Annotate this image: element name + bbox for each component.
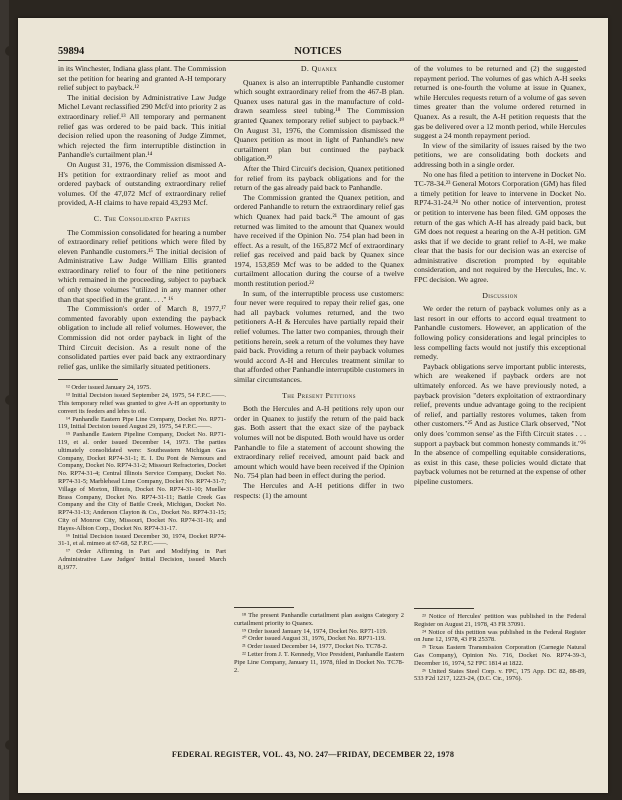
column-2 <box>234 64 404 731</box>
footnote-divider <box>414 608 474 609</box>
footnote: ²¹ Order issued December 14, 1977, Docket No. TC78-2. <box>242 643 388 651</box>
footnote: ¹⁵ Panhandle Eastern Pipeline Company, Docket No. RP71-119, et al. order issued December 14, 1973. The parties ultimately consolidated were: Southeastern Michigan Gas Company, Docket RP74-31-1; E. I. Du Pont de Nemours and Company, Docket No. RP74-31-2; Missouri Refractories, Docket No. RP74-31-4; Central Illinois Service Company, Docket No. RP74-31-5; Marblehead Lime Company, Docket No. RP74-31-7; Village of Morton, Illinois, Docket No. RP74-31-10; Mueller Brass Company, Docket No. RP74-31-11; Battle Creek Gas Company and the City of Battle Creek, Michigan, Docket No. RP74-31-13; Anderson Clayton & Co., Docket No. RP74-31-15; City of Monroe City, Missouri, Docket No. RP74-31-16; and Hayes-Albion Corp., Docket No. RP74-31-17. <box>58 431 226 532</box>
page-title: NOTICES <box>294 46 342 57</box>
paragraph: The Commission granted the Quanex petition, and ordered Panhandle to return the extraordinary relief gas which Quanex had paid back.²¹ The amount of gas returned was limited to the amount that Quanex would have received if the Opinion No. 754 plan had been in effect. As a result, of the 165,872 Mcf of extraordinary relief gas received and paid back by Quanex since 1974, 153,859 Mcf was to be added to the Quanex curtailment allocation during the course of a twelve month restitution period.²² <box>234 192 404 289</box>
footnote: ¹⁸ The present Panhandle curtailment plan assigns Category 2 curtailment priority to Quanex. <box>234 612 404 627</box>
paragraph: We order the return of payback volumes only as a last resort in our efforts to accord equal treatment to Panhandle customers. However, an application of the following policy considerations and legal principles to less compelling facts would not justify this exceptional remedy. <box>414 304 586 362</box>
paragraph: Both the Hercules and A-H petitions rely upon our order in Quanex to justify the return of the paid back gas. Both assert that the exact size of the payback volumes will not be disputed. Both would have us order Panhandle to file a statement of account showing the extraordinary relief received, amount paid back and amount which would have been received if the Opinion No. 754 plan had been in effect during the period. <box>234 404 404 481</box>
footnote: ²³ Notice of Hercules' petition was published in the Federal Register on August 21, 1978, 43 FR 37091. <box>414 613 586 628</box>
paragraph: No one has filed a petition to intervene in Docket No. TC-78-34.²³ General Motors Corporation (GM) has filed a timely petition for leave to intervene in Docket No. RP74-31-24.²⁴ No other notice of intervention, protest or petition to intervene has been filed. GM opposes the return of the gas which A-H has already paid back, but GM does not request a hearing on the A-H petition. GM asks that if we decide to grant relief to A-H, we make clear that the basis for our decision was an exercise of administrative discretion prompted by equitable consideration, and not required by the Hercules, Inc. v. FPC decision. We agree. <box>414 169 586 285</box>
footnote-divider <box>58 379 118 380</box>
footnote-divider <box>234 607 294 608</box>
footnote: ²⁵ Texas Eastern Transmission Corporation (Carnegie Natural Gas Company), Opinion No. 716, Docket No. RP74-39-3, December 16, 1974, 52 FPC 1814 at 1822. <box>414 644 586 667</box>
column-3 <box>414 64 586 731</box>
page-number: 59894 <box>58 46 85 57</box>
paragraph: The Commission's order of March 8, 1977,¹⁷ commented favorably upon extending the payback obligation to include all relief volumes. However, the Commission did not order payback in light of the Third Circuit decision. As a result none of the consolidated parties ever paid back any extraordinary relief gas, unlike the similarly situated petitioners. <box>58 304 226 371</box>
punch-hole <box>5 46 15 56</box>
footnote: ¹⁷ Order Affirming in Part and Modifying in Part Administrative Law Judges' Initial Decision, issued March 8,1977. <box>58 548 226 571</box>
footnote: ¹² Order issued January 24, 1975. <box>66 384 151 392</box>
footnote: ²⁶ United States Steel Corp. v. FPC, 175 App. DC 82, 88-89, 533 F2d 1217, 1223-24, (D.C. Cir., 1976). <box>414 667 586 683</box>
paragraph: On August 31, 1976, the Commission dismissed A-H's petition for extraordinary relief as moot and ordered payback of outstanding extraordinary relief volumes. Of the 47,072 Mcf of extraordinary relief provided, A-H claims to have repaid 43,293 Mcf. <box>58 159 226 208</box>
footnote: ¹⁴ Panhandle Eastern Pipe Line Company, Docket No. RP71-119, Initial Decision issued August 29, 1975, 54 F.P.C.——. <box>58 415 226 431</box>
footnote: ²⁴ Notice of this petition was published in the Federal Register on June 12, 1978, 43 FR 25378. <box>414 628 586 644</box>
footnote: ¹³ Initial Decision issued September 24, 1975, 54 F.P.C.——. This temporary relief was granted to give A-H an opportunity to convert its feeders and lehrs to oil. <box>58 392 226 415</box>
paragraph: The Hercules and A-H petitions differ in two respects: (1) the amount <box>234 480 404 500</box>
section-heading: D. Quanex <box>300 64 338 73</box>
page-footer: FEDERAL REGISTER, VOL. 43, NO. 247—FRIDAY, DECEMBER 22, 1978 <box>171 750 455 759</box>
paragraph: The initial decision by Administrative Law Judge Michel Levant reclassified 290 Mcf/d into priority 2 as extraordinary relief.¹³ All temporary and permanent relief gas was ordered to be paid back. This initial decision relied upon the reasoning of Judge Zimmet, which rejected the firm interruptible distinction in Panhandle's curtailment plan.¹⁴ <box>58 92 226 160</box>
page-header <box>58 46 578 61</box>
paragraph: of the volumes to be returned and (2) the suggested repayment period. The volumes of gas which A-H seeks returned is one-fourth the volume at issue in Quanex, while Hercules requests return of a volume of gas seven times greater than the volume ordered returned in Quanex. As a result, the A-H petition requests that the gas be delivered over a 12 month period, while Hercules suggest a 24 month repayment period. <box>414 64 586 141</box>
section-heading: C. The Consolidated Parties <box>93 213 191 223</box>
paragraph: In view of the similarity of issues raised by the two petitions, we are consolidating both dockets and addressing both in a single order. <box>414 140 586 169</box>
paragraph: The Commission consolidated for hearing a number of extraordinary relief petitions which were filed by eleven Panhandle customers.¹⁵ The initial decision of Administrative Law Judge William Ellis granted extraordinary relief to four of the nine petitioners which remained in the proceeding, subject to payback of only those volumes "utilized in any manner other than that specified in the grant. . . ." ¹⁶ <box>58 227 226 304</box>
paragraph: In sum, of the interruptible process use customers: four never were required to repay their relief gas, one had all payback volumes returned, and the two petitioners A-H & Hercules have partially repaid their relief volumes. The latter two companies, through their petitions herein, seek a return of the volumes they have paid back. Providing a return of their payback volumes would accord A-H and Hercules treatment similar to that afforded other Panhandle interruptible customers in similar circumstances. <box>234 288 404 384</box>
column-1 <box>58 64 226 731</box>
footnote: ¹⁶ Initial Decision issued December 30, 1974, Docket RP74-31-1, et al. mimeo at 67-68, 52 F.P.C.——. <box>58 532 226 548</box>
footnotes <box>58 384 226 571</box>
punch-hole <box>5 395 15 405</box>
footnotes <box>234 612 404 674</box>
footnote: ²⁰ Order issued August 31, 1976, Docket No. RP71-119. <box>242 635 386 643</box>
section-heading: Discussion <box>482 290 518 300</box>
punch-hole <box>5 740 15 750</box>
paragraph: Quanex is also an interruptible Panhandle customer which sought extraordinary relief from the 467-B plan. Quanex uses natural gas in the manufacture of cold-drawn seamless steel tubing.¹⁸ The Commission granted Quanex temporary relief subject to payback.¹⁹ On August 31, 1976, the Commission dismissed the Quanex petition as moot in light of Panhandle's new curtailment plan but continued the payback obligation.²⁰ <box>234 77 404 164</box>
paragraph: in its Winchester, Indiana glass plant. The Commission set the petition for hearing and granted A-H temporary relief subject to payback.¹² <box>58 64 226 93</box>
paragraph: After the Third Circuit's decision, Quanex petitioned for relief from its payback obligations and for the return of the gas already paid back to Panhandle. <box>234 163 404 193</box>
footnote: ¹⁹ Order issued January 14, 1974, Docket No. RP71-119. <box>242 627 388 635</box>
section-heading: The Present Petitions <box>282 390 356 400</box>
paragraph: Payback obligations serve important public interests, which are weakened if payback orders are not ultimately enforced. As we have previously noted, a payback provision "deters exploitation of extraordinary relief, prevents undue advantage going to the recipient of relief, and partially restores volumes, taken from other customers."²⁵ And as Justice Clark observed, "Not only does 'common sense' as the Fifth Circuit states . . . support a payback but common honesty commands it."²⁶ In the absence of compelling equitable considerations, as exist in this case, these policies would dictate that payback volumes not be returned at the expense of other pipeline customers. <box>414 361 586 486</box>
footnote: ²² Letter from J. T. Kennedy, Vice President, Panhandle Eastern Pipe Line Company, January 11, 1978, filed in Docket No. TC78-2. <box>234 650 404 674</box>
footnotes <box>414 613 586 683</box>
document-page <box>18 18 608 793</box>
